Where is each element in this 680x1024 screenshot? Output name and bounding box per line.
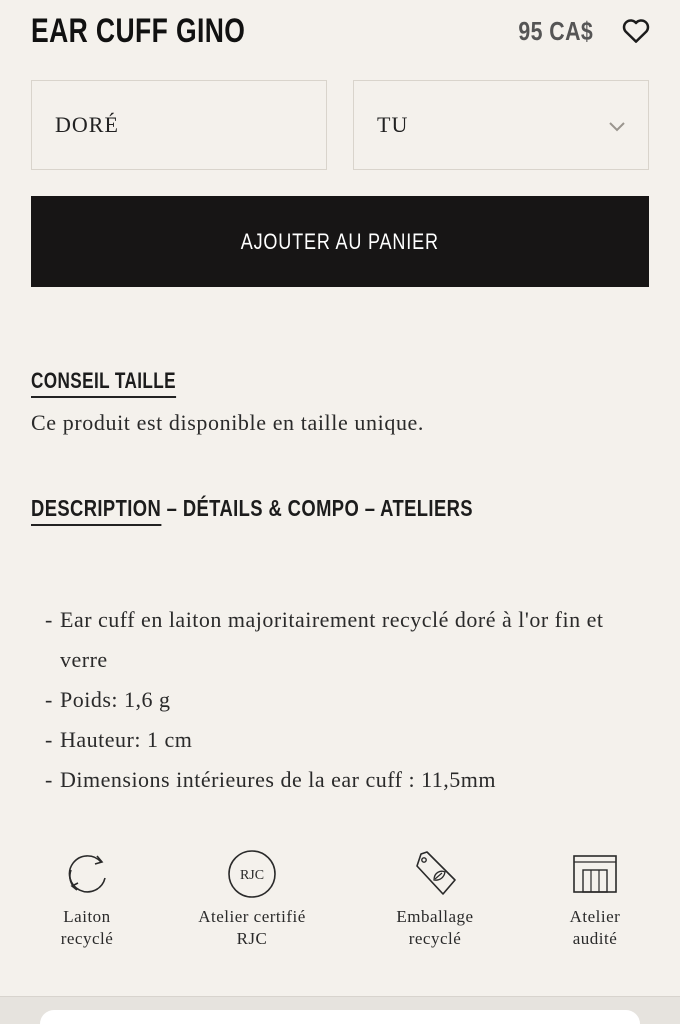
badge-rjc-certified: RJC Atelier certifié RJC	[177, 848, 327, 950]
tab-separator: –	[161, 495, 183, 521]
size-advice-title[interactable]: CONSEIL TAILLE	[31, 368, 217, 398]
product-price: 95 CA$	[518, 16, 593, 46]
badge-recycled-brass: Laiton recyclé	[12, 848, 162, 950]
heart-icon[interactable]	[621, 16, 651, 46]
list-item: - Ear cuff en laiton majoritairement recyclé doré à l'or fin et verre	[45, 600, 645, 680]
add-to-cart-button[interactable]	[31, 196, 649, 287]
recycle-icon	[61, 848, 113, 900]
badge-audited-workshop: Atelier audité	[520, 848, 670, 950]
rjc-seal-icon	[226, 848, 278, 900]
badge-recycled-packaging: Emballage recyclé	[360, 848, 510, 950]
list-item: - Hauteur: 1 cm	[45, 720, 645, 760]
product-header	[31, 10, 651, 54]
tab-details-compo[interactable]: DÉTAILS & COMPO	[182, 495, 360, 521]
color-select[interactable]	[31, 80, 327, 170]
description-list	[45, 600, 645, 800]
product-title: EAR CUFF GINO	[31, 12, 246, 50]
feature-badges	[0, 848, 680, 958]
tab-separator: –	[359, 495, 381, 521]
color-select-value: DORÉ	[55, 112, 119, 137]
chevron-down-icon	[608, 117, 626, 135]
info-tabs	[31, 495, 583, 522]
list-item: - Poids: 1,6 g	[45, 680, 645, 720]
add-to-cart-label: AJOUTER AU PANIER	[240, 228, 440, 254]
tag-leaf-icon	[409, 848, 461, 900]
tab-ateliers[interactable]: ATELIERS	[380, 495, 473, 521]
list-item: - Dimensions intérieures de la ear cuff : 11,5mm	[45, 760, 645, 800]
size-select[interactable]	[353, 80, 649, 170]
rjc-seal-text: RJC	[239, 868, 265, 883]
workshop-icon	[569, 848, 621, 900]
size-advice-text: Ce produit est disponible en taille unique.	[31, 410, 425, 435]
size-select-value: TU	[377, 112, 409, 137]
bottom-sheet-handle[interactable]	[40, 1010, 640, 1024]
tab-description[interactable]: DESCRIPTION	[31, 495, 161, 526]
